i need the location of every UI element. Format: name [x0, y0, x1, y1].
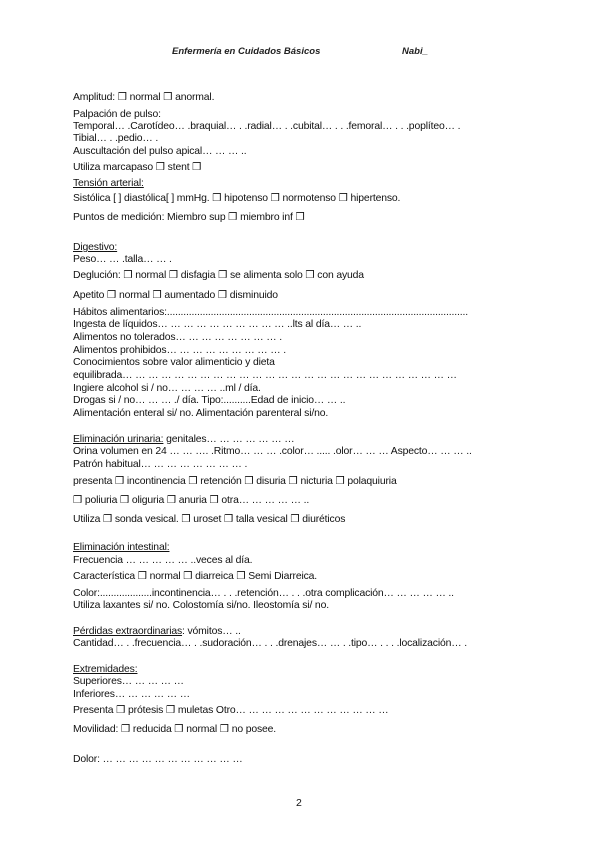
- presenta-urinaria-line: presenta ❒ incontinencia ❒ retención ❒ disuria ❒ nicturia ❒ polaquiuria: [73, 476, 397, 487]
- palpacion-label: Palpación de pulso:: [73, 109, 161, 120]
- conocimientos-line: Conocimientos sobre valor alimenticio y dieta: [73, 357, 275, 368]
- apetito-line: Apetito ❒ normal ❒ aumentado ❒ disminuido: [73, 290, 278, 301]
- header-title: Enfermería en Cuidados Básicos: [172, 46, 321, 57]
- prohibidos-line: Alimentos prohibidos… … … … … … … … … .: [73, 345, 286, 356]
- habitos-line: Hábitos alimentarios:..............................................................................................................: [73, 307, 468, 318]
- superiores-line: Superiores… … … … …: [73, 676, 184, 687]
- eliminacion-urinaria-line: [73, 434, 295, 446]
- tibial-line: Tibial… . .pedio… .: [73, 133, 159, 144]
- perdidas-heading: Pérdidas extraordinarias: [73, 626, 183, 637]
- frecuencia-line: Frecuencia … … … … … ..veces al día.: [73, 555, 253, 566]
- sistolica-line: Sistólica [ ] diastólica[ ] mmHg. ❒ hipotenso ❒ normotenso ❒ hipertenso.: [73, 193, 401, 204]
- vomitos-text: : vómitos… ..: [182, 626, 241, 637]
- alimentacion-line: Alimentación enteral si/ no. Alimentación parenteral si/no.: [73, 408, 329, 419]
- utiliza-sonda-line: Utiliza ❒ sonda vesical. ❒ uroset ❒ talla vesical ❒ diuréticos: [73, 514, 346, 525]
- perdidas-line: [73, 626, 241, 638]
- deglucion-line: Deglución: ❒ normal ❒ disfagia ❒ se alimenta solo ❒ con ayuda: [73, 270, 364, 281]
- eliminacion-urinaria-heading: Eliminación urinaria:: [73, 434, 164, 445]
- laxantes-line: Utiliza laxantes si/ no. Colostomía si/no. Ileostomía si/ no.: [73, 600, 329, 611]
- dolor-line: Dolor: … … … … … … … … … … …: [73, 754, 243, 765]
- header-author: Nabi_: [402, 46, 428, 57]
- cantidad-line: Cantidad… . .frecuencia… . .sudoración… . . .drenajes… … . .tipo… . . . .localización… .: [73, 638, 467, 649]
- marcapaso-line: Utiliza marcapaso ❒ stent ❒: [73, 162, 202, 173]
- ingesta-line: Ingesta de líquidos… … … … … … … … … … ..lts al día… … ..: [73, 319, 362, 330]
- drogas-line: Drogas si / no… … … ./ día. Tipo:..........Edad de inicio… … ..: [73, 395, 346, 406]
- digestivo-heading: Digestivo:: [73, 242, 118, 253]
- presenta-protesis-line: Presenta ❒ prótesis ❒ muletas Otro… … … … … … … … … … … …: [73, 705, 389, 716]
- extremidades-heading: Extremidades:: [73, 664, 138, 675]
- amplitud-line: Amplitud: ❒ normal ❒ anormal.: [73, 92, 215, 103]
- page-number: 2: [296, 797, 302, 809]
- alcohol-line: Ingiere alcohol si / no… … … … ..ml / día.: [73, 383, 261, 394]
- caracteristica-line: Característica ❒ normal ❒ diarreica ❒ Semi Diarreica.: [73, 571, 318, 582]
- orina-line: Orina volumen en 24 … … …. .Ritmo… … … .color… ..... .olor… … … Aspecto… … … ..: [73, 446, 472, 457]
- peso-talla-line: Peso… … .talla… … .: [73, 254, 172, 265]
- genitales-text: genitales… … … … … … …: [163, 434, 295, 445]
- no-tolerados-line: Alimentos no tolerados… … … … … … … … .: [73, 332, 282, 343]
- puntos-medicion-line: Puntos de medición: Miembro sup ❒ miembro inf ❒: [73, 212, 305, 223]
- pulse-sites-line: Temporal… .Carotídeo… .braquial… . .radial… . .cubital… . . .femoral… . . .poplíteo… .: [73, 121, 461, 132]
- equilibrada-line: equilibrada… … … … … … … … … … … … … … … … … … … … … … … … … …: [73, 370, 457, 381]
- poliuria-line: ❒ poliuria ❒ oliguria ❒ anuria ❒ otra… … … … … ..: [73, 495, 310, 506]
- auscultacion-line: Auscultación del pulso apical… … … ..: [73, 146, 247, 157]
- color-line: Color:...................incontinencia… . . .retención… . . .otra complicación… … … … … ..: [73, 588, 454, 599]
- eliminacion-intestinal-heading: Eliminación intestinal:: [73, 542, 170, 553]
- patron-line: Patrón habitual… … … … … … … … .: [73, 459, 248, 470]
- inferiores-line: Inferiores… … … … … …: [73, 689, 190, 700]
- movilidad-line: Movilidad: ❒ reducida ❒ normal ❒ no posee.: [73, 724, 277, 735]
- tension-heading: Tensión arterial:: [73, 178, 144, 189]
